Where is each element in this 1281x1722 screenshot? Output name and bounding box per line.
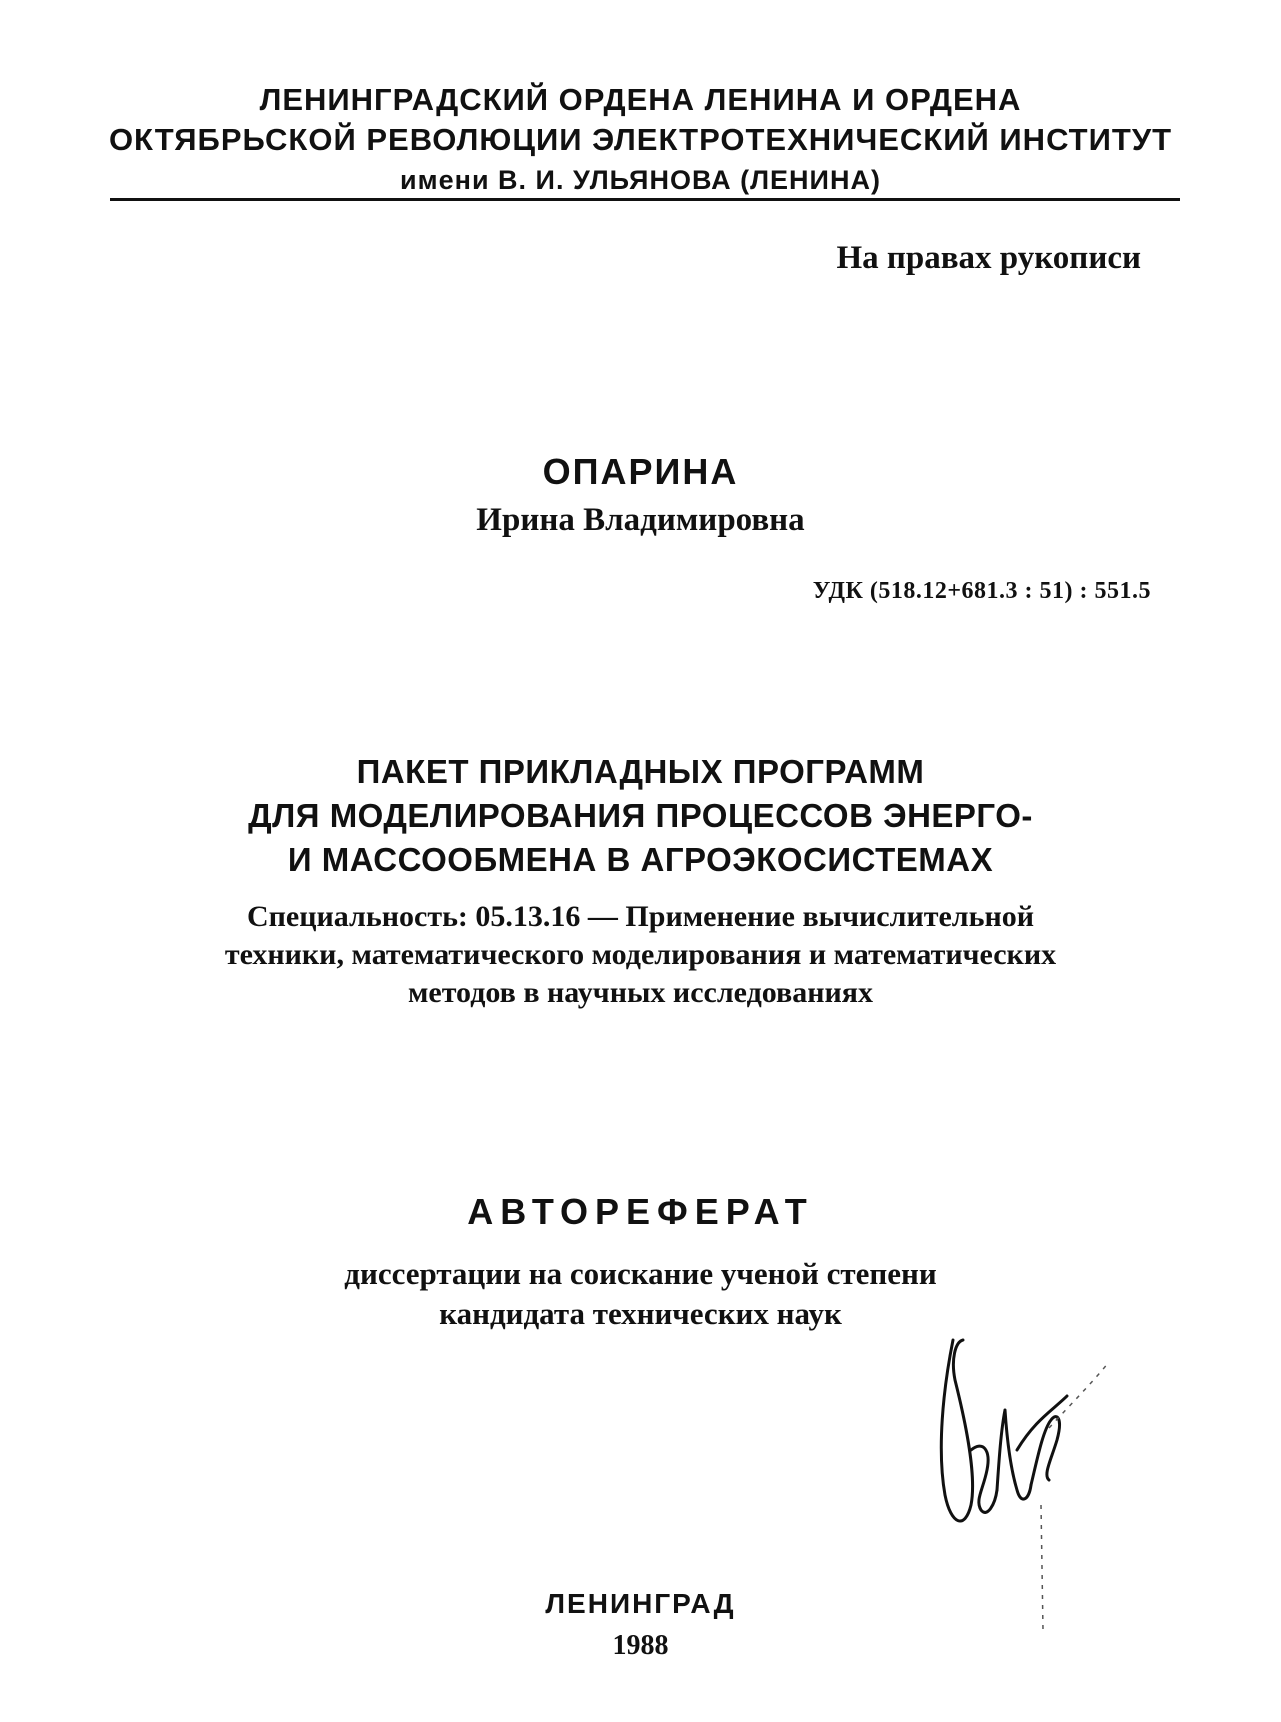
institution-line-2: ОКТЯБРЬСКОЙ РЕВОЛЮЦИИ ЭЛЕКТРОТЕХНИЧЕСКИЙ ИНСТИТУТ (108, 122, 1173, 157)
specialty-line-2: техники, математического моделирования и математических (224, 938, 1057, 971)
dissertation-title (0, 750, 1281, 882)
specialty-line-1: Специальность: 05.13.16 — Применение вычислительной (246, 900, 1035, 933)
institution-line-1: ЛЕНИНГРАДСКИЙ ОРДЕНА ЛЕНИНА И ОРДЕНА (259, 82, 1022, 117)
institution-line-3: имени В. И. УЛЬЯНОВА (ЛЕНИНА) (400, 165, 881, 195)
author-surname: ОПАРИНА (542, 451, 739, 492)
title-line-1: ПАКЕТ ПРИКЛАДНЫХ ПРОГРАММ (356, 753, 925, 790)
title-line-3: И МАССООБМЕНА В АГРОЭКОСИСТЕМАХ (287, 841, 994, 878)
publication-city: ЛЕНИНГРАД (545, 1588, 736, 1619)
title-line-2: ДЛЯ МОДЕЛИРОВАНИЯ ПРОЦЕССОВ ЭНЕРГО- (248, 797, 1033, 834)
publication-year: 1988 (612, 1630, 669, 1661)
degree-line-1: диссертации на соискание ученой степени (344, 1256, 937, 1291)
specialty-line-3: методов в научных исследованиях (407, 976, 874, 1009)
degree-line-2: кандидата технических наук (439, 1296, 842, 1331)
udc-code: УДК (518.12+681.3 : 51) : 551.5 (812, 578, 1151, 604)
rights-note: На правах рукописи (836, 240, 1141, 276)
author-given-names: Ирина Владимировна (476, 502, 805, 538)
specialty (0, 898, 1281, 1012)
institution-header (0, 80, 1281, 200)
header-divider (110, 198, 1180, 201)
document-type: АВТОРЕФЕРАТ (467, 1191, 814, 1232)
